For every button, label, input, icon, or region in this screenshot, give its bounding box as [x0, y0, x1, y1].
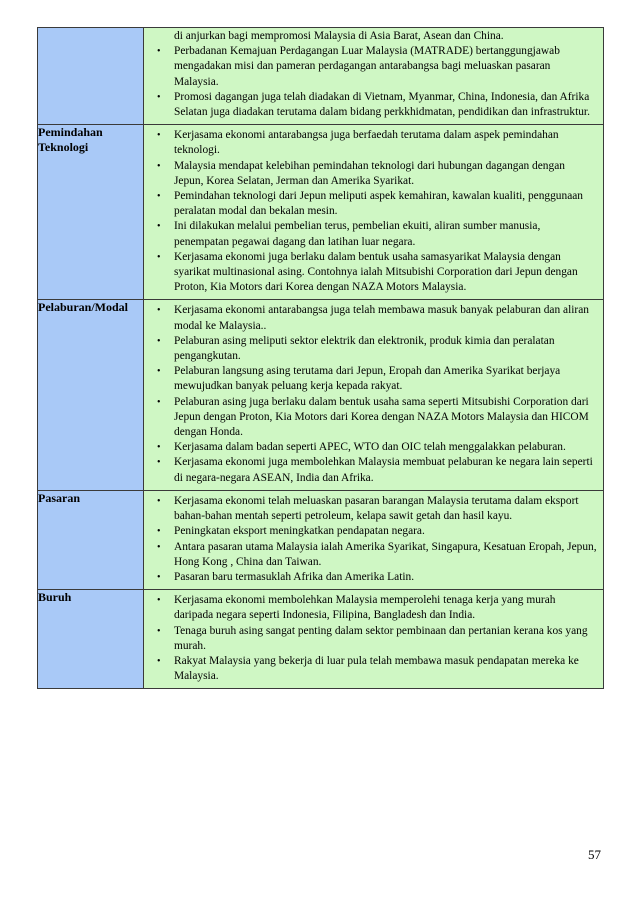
- list-item-text: Kerjasama ekonomi juga berlaku dalam bentuk usaha samasyarikat Malaysia dengan syarikat multinasional asing. Contohnya ialah Mitsubishi Corporation dari Jepun dengan Proton, Kia Motors dari Korea dengan NAZA Motors Malaysia.: [174, 250, 578, 294]
- bullet-icon: •: [157, 221, 161, 233]
- bullet-icon: •: [157, 130, 161, 142]
- bullet-icon: •: [157, 625, 161, 637]
- list-item-text: Pasaran baru termasuklah Afrika dan Amerika Latin.: [174, 570, 415, 583]
- table-row: [38, 28, 604, 125]
- list-item-text: Kerjasama ekonomi antarabangsa juga telah membawa masuk banyak pelaburan dan aliran modal ke Malaysia..: [174, 304, 589, 332]
- row-content: [144, 300, 604, 490]
- list-item: [144, 540, 597, 570]
- list-item-text: Pelaburan asing meliputi sektor elektrik dan elektronik, produk kimia dan peralatan pengangkutan.: [174, 334, 555, 363]
- bullet-icon: •: [157, 160, 161, 172]
- list-item-text: Tenaga buruh asing sangat penting dalam sektor pembinaan dan pertanian kerana kos yang murah.: [174, 624, 588, 652]
- list-item: [144, 593, 597, 623]
- bullet-icon: •: [157, 526, 161, 538]
- list-item-text: Antara pasaran utama Malaysia ialah Amerika Syarikat, Singapura, Kesatuan Eropah, Jepun, Hong Kong , China dan Taiwan.: [174, 540, 597, 568]
- list-item-text: Kerjasama ekonomi telah meluaskan pasaran barangan Malaysia terutama dalam eksport bahan-bahan mentah seperti petroleum, kelapa sawit getah dan hasil kayu.: [174, 494, 579, 523]
- bullet-icon: •: [157, 396, 161, 408]
- list-item: [144, 455, 597, 485]
- list-item: [144, 364, 597, 394]
- bullet-icon: •: [157, 305, 161, 317]
- list-item-text: Kerjasama ekonomi antarabangsa juga berfaedah terutama dalam aspek pemindahan teknologi.: [174, 129, 559, 157]
- content-table: [37, 27, 604, 689]
- bullet-icon: •: [157, 457, 161, 469]
- row-content: [144, 28, 604, 125]
- list-item: [144, 90, 597, 120]
- row-label: Pelaburan/Modal: [38, 300, 144, 490]
- list-item-text: Promosi dagangan juga telah diadakan di Vietnam, Myanmar, China, Indonesia, dan Afrika Selatan juga diadakan terutama dalam bidang perkkhidmatan, pendidikan dan infrastruktur.: [174, 90, 590, 119]
- table-row: [38, 490, 604, 589]
- bullet-icon: •: [157, 541, 161, 553]
- table-row: [38, 125, 604, 300]
- row-content: [144, 590, 604, 689]
- list-item: [144, 250, 597, 296]
- row-label: Buruh: [38, 590, 144, 689]
- list-item-text: Kerjasama ekonomi juga membolehkan Malaysia membuat pelaburan ke negara lain seperti di negara-negara ASEAN, India dan Afrika.: [174, 456, 593, 484]
- list-item-text: Peningkatan eksport meningkatkan pendapatan negara.: [174, 525, 425, 538]
- list-item-text: Ini dilakukan melalui pembelian terus, pembelian ekuiti, aliran sumber manusia, penempatan pegawai dagang dan latihan luar negara.: [174, 220, 541, 248]
- list-item: [144, 654, 597, 684]
- table-row: [38, 300, 604, 490]
- list-item: [144, 395, 597, 441]
- row-label-empty: [38, 28, 144, 125]
- list-item-text: Malaysia mendapat kelebihan pemindahan teknologi dari hubungan dagangan dengan Jepun, Korea Selatan, Jerman dan Amerika Syarikat.: [174, 159, 565, 187]
- row-content: [144, 490, 604, 589]
- list-item: [144, 494, 597, 524]
- list-item: [144, 128, 597, 158]
- list-item: [144, 159, 597, 189]
- table-body: [38, 28, 604, 689]
- list-item-text: Pelaburan asing juga berlaku dalam bentuk usaha sama seperti Mitsubishi Corporation dari Jepun dengan Proton, Kia Motors dari Korea dengan NAZA Motors Malaysia dan HICOM dengan Honda.: [174, 395, 589, 439]
- bullet-icon: •: [157, 442, 161, 454]
- bullet-icon: •: [157, 366, 161, 378]
- bullet-icon: •: [157, 335, 161, 347]
- continuation-text: di anjurkan bagi mempromosi Malaysia di Asia Barat, Asean dan China.: [174, 30, 504, 42]
- bullet-list: [144, 491, 603, 589]
- list-item: [144, 189, 597, 219]
- bullet-icon: •: [157, 46, 161, 58]
- list-item-text: Rakyat Malaysia yang bekerja di luar pula telah membawa masuk pendapatan mereka ke Malaysia.: [174, 654, 579, 683]
- bullet-icon: •: [157, 495, 161, 507]
- row-label: Pemindahan Teknologi: [38, 125, 144, 300]
- list-item: [144, 524, 597, 539]
- bullet-icon: •: [157, 191, 161, 203]
- list-item: [144, 44, 597, 90]
- bullet-list: [144, 125, 603, 299]
- list-item: [144, 624, 597, 654]
- list-item-text: Perbadanan Kemajuan Perdagangan Luar Malaysia (MATRADE) bertanggungjawab mengadakan misi dan pameran perdagangan antarabangsa bagi meluaskan pasaran Malaysia.: [174, 45, 560, 88]
- bullet-icon: •: [157, 655, 161, 667]
- list-item: [144, 219, 597, 249]
- bullet-icon: •: [157, 91, 161, 103]
- bullet-list: [144, 44, 603, 124]
- bullet-icon: •: [157, 595, 161, 607]
- list-item-text: Kerjasama dalam badan seperti APEC, WTO dan OIC telah menggalakkan pelaburan.: [174, 441, 566, 454]
- row-content: [144, 125, 604, 300]
- list-item: [144, 303, 597, 333]
- page-number: 57: [588, 847, 601, 862]
- list-item-text: Pemindahan teknologi dari Jepun meliputi aspek kemahiran, kawalan kualiti, penggunaan peralatan modal dan bekalan mesin.: [174, 190, 584, 218]
- bullet-icon: •: [157, 571, 161, 583]
- bullet-icon: •: [157, 251, 161, 263]
- table-row: [38, 590, 604, 689]
- row-label: Pasaran: [38, 490, 144, 589]
- bullet-list: [144, 300, 603, 489]
- list-item: [144, 334, 597, 364]
- list-item: [144, 440, 597, 455]
- list-item-text: Kerjasama ekonomi membolehkan Malaysia memperolehi tenaga kerja yang murah daripada negara seperti Indonesia, Filipina, Bangladesh dan India.: [174, 594, 556, 622]
- list-item: [144, 570, 597, 585]
- list-item-text: Pelaburan langsung asing terutama dari Jepun, Eropah dan Amerika Syarikat berjaya mewujudkan banyak peluang kerja kepada rakyat.: [174, 365, 561, 393]
- bullet-list: [144, 590, 603, 688]
